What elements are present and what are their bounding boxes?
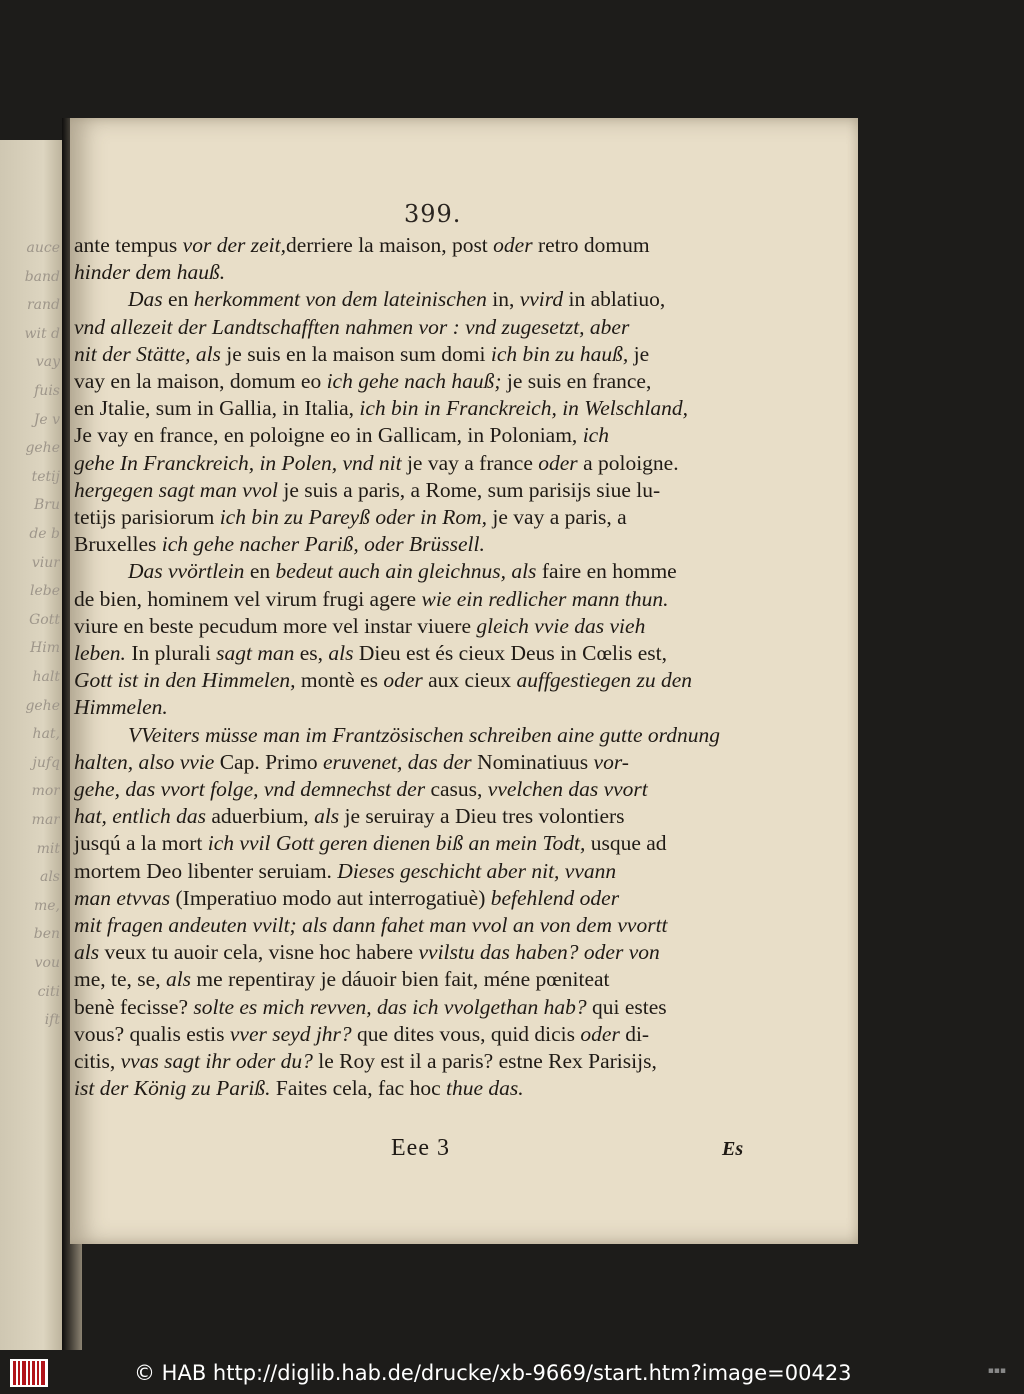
- left-page-fragment: mor: [31, 783, 60, 800]
- text-segment: leben.: [74, 641, 126, 666]
- text-segment: jusqú a la mort: [74, 831, 208, 856]
- text-segment: je: [628, 341, 650, 366]
- text-segment: Nominatiuus: [471, 749, 594, 774]
- text-segment: VVeiters müsse man im Frantzösischen schreiben aine gutte ordnung: [128, 722, 720, 747]
- text-segment: es,: [294, 641, 329, 666]
- left-page-fragment: viur: [31, 554, 60, 571]
- text-line: [74, 749, 774, 776]
- left-page-fragment: lebe: [29, 583, 60, 600]
- text-segment: je suis a paris, a Rome, sum parisijs siue lu-: [278, 477, 661, 502]
- copyright-url[interactable]: © HAB http://diglib.hab.de/drucke/xb-9669/start.htm?image=00423: [134, 1361, 852, 1385]
- left-page-fragment: jufq: [32, 754, 60, 771]
- left-page-fragment: hat,: [32, 726, 60, 743]
- left-page-fragment: auce: [26, 240, 60, 256]
- text-segment: ich bin in Franckreich, in Welschland,: [359, 396, 689, 421]
- text-line: [74, 341, 774, 368]
- text-segment: ante tempus: [74, 233, 183, 257]
- text-segment: je suis en la maison sum domi: [220, 341, 491, 366]
- catchword: Es: [722, 1138, 744, 1160]
- left-page-fragment: vay: [35, 354, 60, 371]
- text-line: [74, 368, 774, 395]
- text-segment: in ablatiuo,: [563, 287, 666, 312]
- text-line: [74, 422, 774, 449]
- text-line: [74, 803, 774, 830]
- text-line: [74, 640, 774, 667]
- text-segment: oder: [383, 668, 423, 693]
- text-segment: Himmelen.: [74, 695, 168, 720]
- text-segment: oder: [538, 450, 578, 475]
- text-line: [74, 314, 774, 341]
- text-segment: In plurali: [125, 641, 217, 666]
- text-segment: vvas sagt ihr oder du?: [120, 1049, 313, 1074]
- text-segment: oder: [580, 1021, 620, 1046]
- text-line: [74, 477, 774, 504]
- text-segment: oder von: [583, 940, 660, 965]
- text-segment: en Jtalie, sum in Gallia, in Italia,: [74, 396, 360, 421]
- text-segment: gleich vvie das vieh: [476, 613, 646, 638]
- text-segment: viure en beste pecudum more vel instar viuere: [74, 613, 477, 638]
- text-line: [74, 613, 774, 640]
- text-segment: befehlend oder: [490, 885, 620, 910]
- text-line: [74, 1021, 774, 1048]
- text-segment: oder: [493, 233, 533, 257]
- text-segment: sagt man: [216, 641, 295, 666]
- text-segment: me repentiray je dáuoir bien fait, méne pœniteat: [191, 967, 610, 992]
- text-segment: gehe In Franckreich, in Polen, vnd nit: [74, 450, 402, 475]
- text-segment: nit der Stätte, als: [74, 341, 221, 366]
- text-segment: vay en la maison, domum eo: [74, 369, 327, 394]
- text-segment: Faites cela, fac hoc: [270, 1076, 447, 1101]
- text-segment: mortem Deo libenter seruiam.: [74, 858, 338, 883]
- text-line: [74, 259, 774, 286]
- text-segment: wie ein redlicher mann thun.: [421, 586, 669, 611]
- text-line: [74, 830, 774, 857]
- text-segment: als: [74, 940, 100, 965]
- signature-mark: Eee 3: [391, 1135, 450, 1161]
- text-line: [74, 504, 774, 531]
- text-segment: vver seyd jhr?: [229, 1021, 352, 1046]
- text-segment: herkomment von dem lateinischen: [193, 287, 487, 312]
- text-segment: ich bin zu Pareyß oder in Rom,: [219, 505, 488, 530]
- text-segment: vvilstu das haben?: [418, 940, 579, 965]
- text-line: [74, 558, 774, 585]
- text-segment: als dann fahet man vvol an von dem vvortt: [302, 913, 668, 938]
- text-segment: que dites vous, quid dicis: [351, 1021, 581, 1046]
- text-line: [74, 1075, 774, 1102]
- text-segment: derriere la maison, post: [285, 233, 494, 257]
- text-segment: en: [244, 559, 276, 584]
- left-page-fragment: gehe: [25, 440, 60, 457]
- text-segment: ich gehe nacher Pariß, oder Brüssell.: [161, 532, 485, 557]
- text-segment: Gott ist in den Himmelen,: [74, 668, 296, 693]
- text-segment: di-: [619, 1021, 650, 1046]
- text-segment: vor-: [593, 749, 629, 774]
- text-segment: aux cieux: [422, 668, 517, 693]
- left-page-fragment: Gott: [29, 611, 60, 628]
- text-line: [74, 885, 774, 912]
- text-segment: Cap. Primo: [214, 749, 324, 774]
- hab-barcode-icon: [10, 1359, 48, 1387]
- text-line: [74, 586, 774, 613]
- text-line: [74, 286, 774, 313]
- text-segment: mit fragen andeuten vvilt;: [74, 913, 297, 938]
- text-segment: de bien, hominem vel virum frugi agere: [74, 586, 422, 611]
- body-text: [74, 232, 774, 1103]
- text-line: [74, 395, 774, 422]
- left-page-fragment: als: [39, 869, 60, 886]
- text-segment: montè es: [295, 668, 384, 693]
- text-line: [74, 994, 774, 1021]
- text-segment: vous? qualis estis: [74, 1021, 230, 1046]
- text-segment: vvird: [519, 287, 564, 312]
- text-segment: Das vvörtlein: [128, 559, 245, 584]
- left-page-fragment: mit: [36, 840, 60, 857]
- text-segment: Je vay en france, en poloigne eo in Gallicam, in Poloniam,: [74, 423, 583, 448]
- left-page-fragment: halt: [32, 669, 60, 685]
- text-segment: auffgestiegen zu den: [516, 668, 693, 693]
- text-segment: gehe, das vvort folge, vnd demnechst der: [74, 777, 426, 802]
- left-page-fragment: gehe: [25, 697, 60, 714]
- text-line: [74, 450, 774, 477]
- text-segment: ist der König zu Pariß.: [74, 1076, 271, 1101]
- left-page-fragment: citi: [37, 983, 60, 1000]
- left-page-fragment: wit d: [24, 325, 60, 342]
- text-segment: citis,: [74, 1049, 121, 1074]
- text-segment: en: [162, 287, 194, 312]
- text-segment: je suis en france,: [501, 369, 652, 394]
- footer-mark-icon: ▪▪▪: [987, 1366, 1006, 1376]
- text-segment: je seruiray a Dieu tres volontiers: [339, 804, 625, 829]
- text-segment: (Imperatiuo modo aut interrogatiuè): [170, 885, 491, 910]
- text-line: [74, 939, 774, 966]
- left-page-fragment: de b: [29, 526, 60, 542]
- left-page-fragment: me,: [33, 897, 60, 914]
- text-segment: in,: [486, 287, 520, 312]
- text-line: [74, 694, 774, 721]
- text-segment: je vay a france: [401, 450, 539, 475]
- left-page-fragment: fuis: [34, 383, 60, 399]
- text-segment: usque ad: [585, 831, 667, 856]
- text-segment: retro domum: [532, 233, 650, 257]
- left-page-fragment: ift: [44, 1012, 60, 1029]
- text-line: [74, 1048, 774, 1075]
- text-segment: thue das.: [446, 1076, 524, 1101]
- text-segment: vor der zeit,: [182, 233, 286, 257]
- left-page-fragment: tetij: [31, 468, 60, 485]
- text-line: [74, 722, 774, 749]
- text-segment: je vay a paris, a: [487, 505, 627, 530]
- text-segment: casus,: [425, 777, 488, 802]
- text-segment: halten, also vvie: [74, 749, 215, 774]
- text-segment: ich bin zu hauß,: [490, 341, 629, 366]
- text-segment: ich: [582, 423, 609, 448]
- text-segment: qui estes: [586, 994, 667, 1019]
- left-page-fragment: rand: [26, 297, 60, 314]
- left-page-fragment: mar: [31, 812, 60, 828]
- text-segment: als: [328, 641, 354, 666]
- text-segment: tetijs parisiorum: [74, 505, 220, 530]
- text-segment: me, te, se,: [74, 967, 166, 992]
- text-segment: Das: [128, 287, 163, 312]
- text-segment: vnd allezeit der Landtschafften nahmen vor : vnd zugesetzt, aber: [74, 314, 630, 339]
- text-segment: veux tu auoir cela, visne hoc habere: [99, 940, 419, 965]
- text-line: [74, 232, 774, 259]
- text-segment: a poloigne.: [577, 450, 679, 475]
- text-segment: Dieses geschicht aber nit, vvann: [337, 858, 617, 883]
- text-segment: als: [314, 804, 340, 829]
- left-page-edge: [0, 140, 62, 1350]
- text-line: [74, 858, 774, 885]
- text-segment: hinder dem hauß.: [74, 260, 226, 285]
- text-segment: aduerbium,: [205, 804, 315, 829]
- text-segment: man etvvas: [74, 885, 171, 910]
- footer-bar: [0, 1352, 1024, 1394]
- left-page-fragment: Bru: [34, 497, 60, 514]
- text-line: [74, 966, 774, 993]
- page-number: 399.: [404, 200, 462, 228]
- text-segment: Bruxelles: [74, 532, 162, 557]
- text-segment: eruvenet, das der: [323, 749, 472, 774]
- text-line: [74, 912, 774, 939]
- text-segment: faire en homme: [536, 559, 677, 584]
- text-line: [74, 531, 774, 558]
- left-page-fragment: Je v: [33, 411, 60, 428]
- left-page-fragment: vou: [34, 955, 60, 971]
- left-page-fragment: band: [24, 268, 60, 285]
- text-segment: hergegen sagt man vvol: [74, 477, 278, 502]
- text-segment: le Roy est il a paris? estne Rex Parisijs,: [312, 1049, 657, 1074]
- text-segment: als: [165, 967, 192, 992]
- left-page-fragment: ben: [33, 926, 60, 943]
- text-segment: ich gehe nach hauß;: [326, 369, 502, 394]
- text-segment: benè fecisse?: [74, 994, 194, 1019]
- text-segment: bedeut auch ain gleichnus, als: [275, 559, 537, 584]
- text-segment: ich vvil Gott geren dienen biß an mein Todt,: [207, 831, 586, 856]
- text-segment: hat, entlich das: [74, 804, 206, 829]
- text-segment: solte es mich revven, das ich vvolgethan hab?: [193, 994, 587, 1019]
- text-line: [74, 776, 774, 803]
- text-segment: Dieu est és cieux Deus in Cœlis est,: [353, 641, 667, 666]
- left-page-fragment: Him: [30, 640, 60, 657]
- text-segment: vvelchen das vvort: [487, 777, 648, 802]
- text-line: [74, 667, 774, 694]
